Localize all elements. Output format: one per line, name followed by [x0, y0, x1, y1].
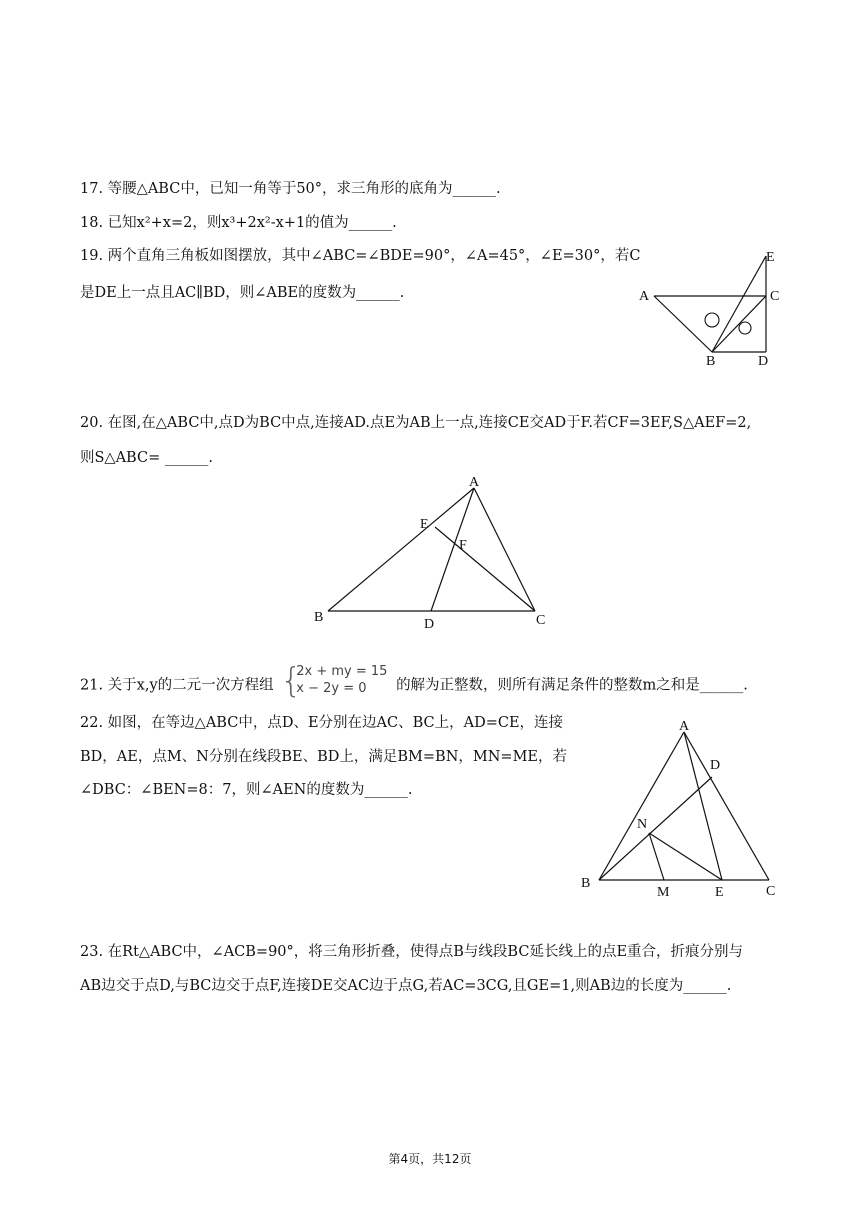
figure-19	[630, 248, 790, 373]
question-19-text-1: 两个直角三角板如图摆放，其中∠ABC=∠BDE=90°，∠A=45°，∠E=30°，若C	[107, 248, 641, 264]
fig19-line-AB	[654, 296, 712, 352]
fig19-label-E: E	[766, 250, 775, 265]
question-23-text-1: 在Rt△ABC中，∠ACB=90°，将三角形折叠，使得点B与线段BC延长线上的点E重合，折痕分别与	[107, 944, 744, 960]
fig19-label-A: A	[639, 289, 650, 304]
question-22-line-1	[80, 712, 563, 734]
fig19-hole-2	[739, 322, 751, 334]
question-19-line-1	[80, 245, 640, 267]
question-number: 23.	[80, 944, 104, 960]
question-22-line-3	[80, 779, 412, 801]
fig22-line-AC	[684, 732, 769, 880]
question-17-text: 等腰△ABC中，已知一角等于50°，求三角形的底角为______.	[107, 181, 501, 197]
fig22-line-NE	[649, 833, 722, 880]
fig22-line-AE	[684, 732, 722, 880]
question-number: 22.	[80, 715, 104, 731]
question-20-text-2: 则S△ABC= ______.	[80, 450, 213, 466]
question-21	[80, 663, 748, 708]
question-18-text: 已知x²+x=2，则x³+2x²-x+1的值为______.	[107, 215, 397, 231]
question-21-text-post: 的解为正整数，则所有满足条件的整数m之和是______.	[396, 677, 748, 694]
fig19-label-D: D	[758, 354, 769, 369]
question-17	[80, 178, 501, 200]
question-21-text-pre: 关于x,y的二元一次方程组	[107, 677, 274, 694]
fig22-label-E: E	[715, 885, 724, 900]
left-brace: {	[280, 661, 302, 701]
question-number: 19.	[80, 248, 104, 264]
fig20-label-F: F	[459, 538, 467, 553]
fig20-line-CE	[435, 527, 535, 611]
fig20-label-E: E	[420, 517, 429, 532]
question-22-text-1: 如图，在等边△ABC中，点D、E分别在边AC、BC上，AD=CE，连接	[107, 715, 564, 731]
question-22-line-2	[80, 746, 567, 768]
fig22-label-N: N	[637, 817, 648, 832]
fig22-line-NM	[649, 833, 664, 880]
equation-system	[280, 663, 387, 708]
fig22-line-BD	[599, 777, 712, 880]
figure-22	[575, 714, 790, 904]
question-number: 21.	[80, 677, 104, 694]
question-number: 18.	[80, 215, 104, 231]
question-23-line-1	[80, 941, 743, 963]
question-22-text-2: BD，AE，点M、N分别在线段BE、BD上，满足BM=BN，MN=ME，若	[80, 749, 568, 765]
fig22-label-M: M	[657, 885, 670, 900]
question-18	[80, 212, 397, 234]
fig22-label-A: A	[679, 719, 690, 734]
fig22-label-D: D	[710, 758, 721, 773]
question-number: 20.	[80, 415, 104, 431]
question-20-line-1	[80, 412, 751, 434]
question-23-line-2	[80, 975, 731, 997]
question-19-line-2	[80, 282, 404, 304]
page-footer: 第4页，共12页	[388, 1152, 472, 1166]
figure-20	[310, 472, 560, 632]
fig20-line-AC	[474, 488, 535, 611]
question-19-text-2: 是DE上一点且AC∥BD，则∠ABE的度数为______.	[80, 285, 405, 301]
fig19-label-B: B	[706, 354, 716, 369]
question-20-text-1: 在图,在△ABC中,点D为BC中点,连接AD.点E为AB上一点,连接CE交AD于F.若CF=3EF,S△AEF=2,	[107, 415, 752, 431]
equation-1: 2x + my = 15	[296, 664, 388, 679]
fig22-line-AB	[599, 732, 684, 880]
fig20-label-D: D	[424, 617, 435, 632]
fig19-label-C: C	[770, 289, 780, 304]
question-23-text-2: AB边交于点D,与BC边交于点F,连接DE交AC边于点G,若AC=3CG,且GE=1,则AB边的长度为______.	[80, 978, 732, 994]
fig20-label-A: A	[469, 475, 480, 490]
fig19-hole-1	[705, 313, 719, 327]
fig22-label-C: C	[766, 884, 776, 899]
fig22-label-B: B	[581, 876, 591, 891]
question-22-text-3: ∠DBC：∠BEN=8：7，则∠AEN的度数为______.	[80, 782, 413, 798]
question-number: 17.	[80, 181, 104, 197]
fig20-label-B: B	[314, 610, 324, 625]
fig20-label-C: C	[536, 613, 546, 628]
question-20-line-2	[80, 447, 213, 469]
equation-2: x − 2y = 0	[296, 681, 367, 696]
